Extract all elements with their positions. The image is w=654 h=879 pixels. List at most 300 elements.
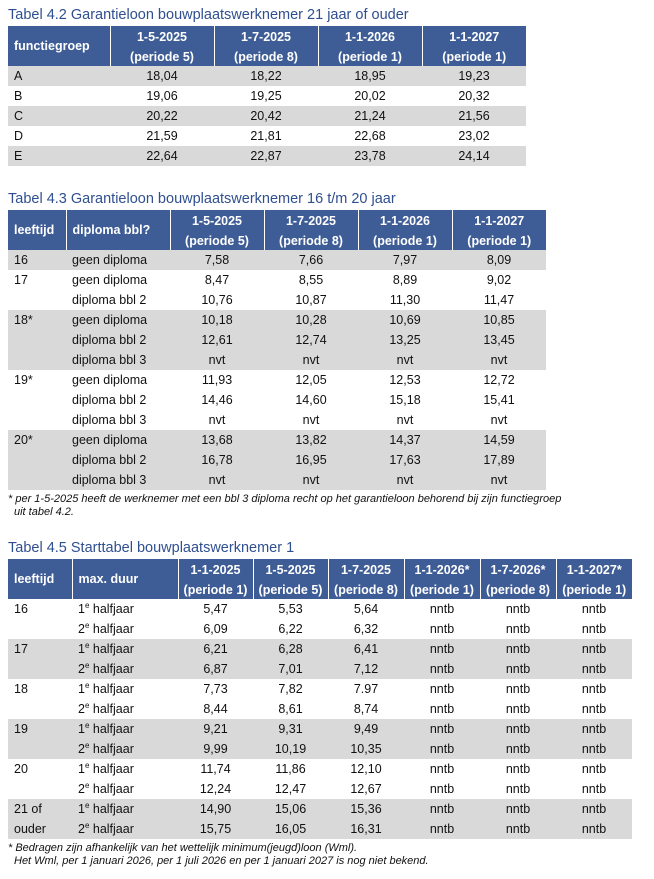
- col-header-max-duur: max. duur: [72, 559, 178, 599]
- wage-cell: 14,59: [452, 430, 546, 450]
- wage-cell: 20,32: [458, 89, 490, 103]
- table-4-5: [8, 559, 632, 839]
- group-cell: D: [14, 129, 24, 143]
- col-header-date: 1-1-2025: [178, 559, 253, 581]
- wage-cell: 10,19: [253, 739, 328, 759]
- wage-cell: 7,73: [203, 682, 228, 696]
- wage-cell: nntb: [556, 719, 632, 739]
- wage-cell: 18,04: [110, 66, 214, 86]
- wage-cell: nvt: [358, 470, 452, 490]
- col-header-date: 1-5-2025: [110, 26, 214, 48]
- wage-cell: nntb: [505, 602, 531, 616]
- diploma-cell: diploma bbl 2: [72, 393, 147, 407]
- wage-cell: nntb: [404, 739, 480, 759]
- col-header-functiegroep: functiegroep: [8, 26, 110, 66]
- wage-cell: 10,69: [358, 310, 452, 330]
- wage-cell: 9,99: [178, 739, 253, 759]
- table-row: [8, 659, 632, 679]
- duration-number: 2: [78, 662, 85, 676]
- duration-ordinal-suffix: e: [84, 620, 90, 630]
- duration-number: 1: [78, 642, 85, 656]
- group-cell: E: [8, 146, 110, 166]
- wage-cell: 7,58: [170, 250, 264, 270]
- diploma-cell: diploma bbl 3: [66, 350, 170, 370]
- col-header-period: (periode 1): [178, 581, 253, 599]
- duration-cell: [72, 739, 178, 759]
- wage-cell: 7,01: [253, 659, 328, 679]
- wage-cell: 12,67: [350, 782, 382, 796]
- table-4-5-caption: Tabel 4.5 Starttabel bouwplaatswerknemer 1: [8, 540, 295, 556]
- wage-cell: 10,28: [264, 310, 358, 330]
- duration-cell: [72, 699, 178, 719]
- wage-cell: 18,95: [318, 66, 422, 86]
- diploma-cell: diploma bbl 2: [72, 293, 147, 307]
- wage-cell: nvt: [452, 350, 546, 370]
- wage-cell: 13,25: [358, 330, 452, 350]
- wage-cell: nntb: [556, 819, 632, 839]
- wage-cell: 20,42: [214, 106, 318, 126]
- col-header-date: 1-5-2025: [170, 210, 264, 232]
- diploma-cell: geen diploma: [72, 273, 148, 287]
- table-4-2-caption: Tabel 4.2 Garantieloon bouwplaatswerknemer 21 jaar of ouder: [8, 7, 409, 23]
- duration-ordinal-suffix: e: [84, 680, 90, 690]
- table-row: [8, 410, 546, 430]
- diploma-cell: diploma bbl 3: [66, 470, 170, 490]
- duration-cell: [72, 599, 178, 619]
- age-cell: [8, 619, 72, 639]
- wage-cell: nntb: [581, 762, 607, 776]
- wage-cell: 15,18: [389, 393, 421, 407]
- table-row: [8, 679, 632, 699]
- wage-cell: nntb: [556, 739, 632, 759]
- table-row: [8, 699, 632, 719]
- wage-cell: 6,87: [178, 659, 253, 679]
- wage-cell: 8,74: [353, 702, 379, 716]
- age-cell: [8, 739, 72, 759]
- duration-number: 1: [78, 602, 85, 616]
- duration-number: 2: [78, 622, 85, 636]
- wage-cell: nvt: [264, 350, 358, 370]
- wage-cell: nvt: [170, 350, 264, 370]
- age-cell: 19*: [14, 373, 33, 387]
- group-cell: A: [8, 66, 110, 86]
- wage-cell: nntb: [429, 602, 455, 616]
- duration-number: 2: [78, 702, 85, 716]
- wage-cell: 23,02: [458, 129, 490, 143]
- age-cell: [8, 450, 66, 470]
- col-header-date: 1-7-2025: [328, 559, 404, 581]
- wage-cell: nntb: [505, 702, 531, 716]
- wage-cell: 19,06: [146, 89, 178, 103]
- wage-cell: 11,47: [483, 293, 515, 307]
- table-4-3: [8, 210, 546, 490]
- table-row: [8, 370, 546, 390]
- wage-cell: 10,85: [452, 310, 546, 330]
- wage-cell: 12,24: [199, 782, 232, 796]
- wage-cell: 12,74: [264, 330, 358, 350]
- duration-text: halfjaar: [89, 802, 134, 816]
- col-header-period: (periode 1): [318, 48, 422, 66]
- wage-cell: 17,63: [358, 450, 452, 470]
- duration-text: halfjaar: [89, 702, 134, 716]
- duration-cell: [72, 639, 178, 659]
- diploma-cell: geen diploma: [66, 430, 170, 450]
- wage-cell: 16,05: [253, 819, 328, 839]
- wage-cell: 14,37: [358, 430, 452, 450]
- table-row: [8, 639, 632, 659]
- age-cell: 16: [14, 602, 28, 616]
- age-cell: [8, 779, 72, 799]
- wage-cell: 17,89: [452, 450, 546, 470]
- col-header-leeftijd: leeftijd: [8, 210, 66, 250]
- duration-text: halfjaar: [89, 822, 134, 836]
- wage-cell: nntb: [505, 782, 531, 796]
- table-row: [8, 719, 632, 739]
- wage-cell: 21,59: [146, 129, 178, 143]
- wage-cell: 22,64: [110, 146, 214, 166]
- col-header-period: (periode 5): [253, 581, 328, 599]
- wage-cell: 15,75: [178, 819, 253, 839]
- col-header-leeftijd: leeftijd: [8, 559, 72, 599]
- duration-cell: [72, 819, 178, 839]
- wage-cell: nntb: [505, 762, 531, 776]
- duration-number: 2: [78, 822, 85, 836]
- age-cell: [8, 470, 66, 490]
- wage-cell: 6,28: [253, 639, 328, 659]
- table-4-3-caption: Tabel 4.3 Garantieloon bouwplaatswerknemer 16 t/m 20 jaar: [8, 191, 396, 207]
- duration-text: halfjaar: [89, 642, 134, 656]
- wage-cell: nntb: [480, 659, 556, 679]
- wage-cell: 7,97: [358, 250, 452, 270]
- table-row: [8, 759, 632, 779]
- wage-cell: 15,41: [483, 393, 515, 407]
- table-4-5-note-2: Het Wml, per 1 januari 2026, per 1 juli 2026 en per 1 januari 2027 is nog niet bekend.: [14, 855, 429, 867]
- col-header-period: (periode 1): [452, 232, 546, 250]
- table-row: [8, 470, 546, 490]
- age-cell: 21 of: [8, 799, 72, 819]
- table-4-3-section: [8, 192, 561, 519]
- table-row: [8, 450, 546, 470]
- diploma-cell: geen diploma: [72, 373, 148, 387]
- wage-cell: 6,21: [178, 639, 253, 659]
- wage-cell: 7,66: [264, 250, 358, 270]
- table-4-3-note-2: uit tabel 4.2.: [14, 506, 74, 518]
- wage-cell: 21,81: [250, 129, 282, 143]
- table-row: [8, 126, 526, 146]
- duration-text: halfjaar: [89, 782, 134, 796]
- age-cell: [8, 350, 66, 370]
- table-row: [8, 799, 632, 819]
- wage-cell: nntb: [429, 702, 455, 716]
- wage-cell: nntb: [556, 799, 632, 819]
- wage-cell: 15,06: [253, 799, 328, 819]
- duration-text: halfjaar: [89, 622, 134, 636]
- wage-cell: 10,76: [201, 293, 233, 307]
- col-header-period: (periode 8): [214, 48, 318, 66]
- wage-cell: nvt: [490, 413, 508, 427]
- age-cell: 19: [8, 719, 72, 739]
- duration-ordinal-suffix: e: [84, 740, 90, 750]
- wage-cell: 7,82: [278, 682, 303, 696]
- duration-cell: [72, 779, 178, 799]
- wage-cell: nntb: [581, 602, 607, 616]
- col-header-date: 1-7-2025: [214, 26, 318, 48]
- wage-cell: nntb: [480, 639, 556, 659]
- wage-cell: 14,46: [201, 393, 233, 407]
- col-header-period: (periode 8): [264, 232, 358, 250]
- wage-cell: 5,47: [203, 602, 228, 616]
- duration-cell: [72, 679, 178, 699]
- col-header-date: 1-1-2026: [358, 210, 452, 232]
- wage-cell: 20,22: [110, 106, 214, 126]
- age-cell: [8, 330, 66, 350]
- group-cell: C: [8, 106, 110, 126]
- diploma-cell: geen diploma: [66, 250, 170, 270]
- wage-cell: nntb: [505, 682, 531, 696]
- table-4-5-section: [8, 541, 632, 868]
- table-4-2: [8, 26, 526, 166]
- wage-cell: 22,68: [354, 129, 386, 143]
- wage-cell: nntb: [581, 702, 607, 716]
- table-4-3-body: [8, 250, 546, 490]
- duration-ordinal-suffix: e: [84, 760, 90, 770]
- table-row: [8, 146, 526, 166]
- table-row: [8, 819, 632, 839]
- table-4-3-note-1: * per 1-5-2025 heeft de werknemer met een bbl 3 diploma recht op het garantieloon behorend bij zijn functiegroep: [8, 493, 562, 505]
- diploma-cell: geen diploma: [66, 310, 170, 330]
- wage-cell: 11,93: [201, 373, 233, 387]
- wage-cell: 8,09: [452, 250, 546, 270]
- duration-number: 1: [78, 802, 85, 816]
- wage-cell: nntb: [505, 622, 531, 636]
- wage-cell: 9,49: [328, 719, 404, 739]
- col-header-period: (periode 8): [328, 581, 404, 599]
- duration-cell: [72, 759, 178, 779]
- duration-cell: [72, 799, 178, 819]
- wage-cell: 12,10: [350, 762, 382, 776]
- table-row: [8, 270, 546, 290]
- wage-cell: nvt: [358, 350, 452, 370]
- table-row: [8, 619, 632, 639]
- wage-cell: 15,36: [328, 799, 404, 819]
- wage-cell: 9,02: [486, 273, 512, 287]
- duration-text: halfjaar: [89, 762, 134, 776]
- duration-ordinal-suffix: e: [84, 780, 90, 790]
- table-4-5-body: [8, 599, 632, 839]
- duration-cell: [72, 659, 178, 679]
- table-row: [8, 310, 546, 330]
- wage-cell: 6,32: [353, 622, 379, 636]
- wage-cell: 10,18: [170, 310, 264, 330]
- age-cell: ouder: [8, 819, 72, 839]
- wage-cell: nntb: [581, 682, 607, 696]
- wage-cell: nvt: [452, 470, 546, 490]
- wage-cell: 10,35: [328, 739, 404, 759]
- age-cell: [8, 290, 66, 310]
- wage-cell: nntb: [581, 622, 607, 636]
- wage-cell: 6,41: [328, 639, 404, 659]
- age-cell: 16: [8, 250, 66, 270]
- duration-number: 1: [78, 682, 85, 696]
- wage-cell: nntb: [556, 639, 632, 659]
- wage-cell: 14,60: [295, 393, 327, 407]
- wage-cell: nntb: [429, 682, 455, 696]
- age-cell: [8, 390, 66, 410]
- wage-cell: 18,22: [214, 66, 318, 86]
- table-row: [8, 106, 526, 126]
- col-header-period: (periode 8): [480, 581, 556, 599]
- age-cell: 20: [14, 762, 28, 776]
- diploma-cell: diploma bbl 3: [72, 413, 147, 427]
- wage-cell: 12,72: [483, 373, 515, 387]
- wage-cell: nntb: [581, 782, 607, 796]
- wage-cell: 21,24: [318, 106, 422, 126]
- col-header-date: 1-7-2026*: [480, 559, 556, 581]
- table-row: [8, 290, 546, 310]
- age-cell: [8, 659, 72, 679]
- wage-cell: nntb: [404, 819, 480, 839]
- col-header-date: 1-7-2025: [264, 210, 358, 232]
- wage-cell: 9,21: [178, 719, 253, 739]
- wage-cell: nntb: [429, 782, 455, 796]
- col-header-date: 1-1-2026: [318, 26, 422, 48]
- wage-cell: nntb: [480, 719, 556, 739]
- age-cell: [8, 410, 66, 430]
- wage-cell: 12,53: [389, 373, 421, 387]
- wage-cell: 11,86: [275, 762, 306, 776]
- age-cell: 20*: [8, 430, 66, 450]
- table-row: [8, 350, 546, 370]
- wage-cell: 7.97: [353, 682, 379, 696]
- wage-cell: 9,31: [253, 719, 328, 739]
- wage-cell: 5,64: [353, 602, 379, 616]
- wage-cell: 14,90: [178, 799, 253, 819]
- wage-cell: 13,68: [170, 430, 264, 450]
- col-header-period: (periode 1): [556, 581, 632, 599]
- wage-cell: nntb: [404, 719, 480, 739]
- wage-cell: nntb: [429, 762, 455, 776]
- wage-cell: 23,78: [318, 146, 422, 166]
- wage-cell: nvt: [302, 413, 320, 427]
- wage-cell: nvt: [396, 413, 414, 427]
- wage-cell: 8,55: [298, 273, 324, 287]
- wage-cell: 16,95: [264, 450, 358, 470]
- diploma-cell: diploma bbl 2: [66, 450, 170, 470]
- duration-cell: [72, 619, 178, 639]
- wage-cell: nvt: [208, 413, 226, 427]
- duration-ordinal-suffix: e: [84, 820, 90, 830]
- duration-ordinal-suffix: e: [84, 700, 90, 710]
- wage-cell: 8,61: [278, 702, 303, 716]
- wage-cell: 19,23: [422, 66, 526, 86]
- wage-cell: nntb: [404, 799, 480, 819]
- table-row: [8, 330, 546, 350]
- wage-cell: 11,74: [200, 762, 231, 776]
- wage-cell: 12,05: [295, 373, 327, 387]
- table-row: [8, 599, 632, 619]
- duration-text: halfjaar: [89, 662, 134, 676]
- table-4-2-section: [8, 8, 526, 166]
- wage-cell: 6,09: [203, 622, 228, 636]
- duration-ordinal-suffix: e: [84, 660, 90, 670]
- duration-text: halfjaar: [89, 682, 134, 696]
- col-header-period: (periode 1): [422, 48, 526, 66]
- age-cell: 18*: [8, 310, 66, 330]
- table-row: [8, 430, 546, 450]
- col-header-period: (periode 5): [110, 48, 214, 66]
- table-row: [8, 66, 526, 86]
- wage-cell: 19,25: [250, 89, 282, 103]
- wage-cell: nvt: [170, 470, 264, 490]
- table-row: [8, 739, 632, 759]
- col-header-date: 1-1-2027*: [556, 559, 632, 581]
- table-row: [8, 779, 632, 799]
- col-header-date: 1-5-2025: [253, 559, 328, 581]
- wage-cell: 13,45: [452, 330, 546, 350]
- wage-cell: nntb: [480, 799, 556, 819]
- table-row: [8, 390, 546, 410]
- duration-number: 1: [78, 762, 85, 776]
- age-cell: 17: [8, 639, 72, 659]
- duration-number: 2: [78, 742, 85, 756]
- wage-cell: 21,56: [422, 106, 526, 126]
- age-cell: 18: [14, 682, 28, 696]
- col-header-period: (periode 1): [404, 581, 480, 599]
- group-cell: B: [14, 89, 23, 103]
- wage-cell: nntb: [480, 819, 556, 839]
- duration-ordinal-suffix: e: [84, 640, 90, 650]
- col-header-period: (periode 5): [170, 232, 264, 250]
- duration-ordinal-suffix: e: [84, 720, 90, 730]
- duration-ordinal-suffix: e: [84, 600, 90, 610]
- col-header-date: 1-1-2027: [422, 26, 526, 48]
- wage-cell: 16,31: [328, 819, 404, 839]
- duration-text: halfjaar: [89, 722, 134, 736]
- duration-text: halfjaar: [89, 742, 134, 756]
- wage-cell: nvt: [264, 470, 358, 490]
- wage-cell: 8,89: [392, 273, 418, 287]
- wage-cell: 11,30: [389, 293, 421, 307]
- table-row: [8, 86, 526, 106]
- wage-cell: nntb: [404, 659, 480, 679]
- wage-cell: 12,47: [274, 782, 307, 796]
- diploma-cell: diploma bbl 2: [66, 330, 170, 350]
- wage-cell: 6,22: [278, 622, 303, 636]
- duration-ordinal-suffix: e: [84, 800, 90, 810]
- col-header-date: 1-1-2027: [452, 210, 546, 232]
- wage-cell: 5,53: [278, 602, 303, 616]
- table-4-5-note-1: * Bedragen zijn afhankelijk van het wettelijk minimum(jeugd)loon (Wml).: [8, 842, 358, 854]
- age-cell: 17: [14, 273, 28, 287]
- wage-cell: 24,14: [422, 146, 526, 166]
- duration-cell: [72, 719, 178, 739]
- wage-cell: nntb: [429, 622, 455, 636]
- wage-cell: 7,12: [328, 659, 404, 679]
- table-row: [8, 250, 546, 270]
- wage-cell: 16,78: [170, 450, 264, 470]
- col-header-diploma: diploma bbl?: [66, 210, 170, 250]
- wage-cell: 8,47: [204, 273, 230, 287]
- wage-cell: nntb: [556, 659, 632, 679]
- wage-cell: 22,87: [214, 146, 318, 166]
- wage-cell: 13,82: [264, 430, 358, 450]
- duration-number: 2: [78, 782, 85, 796]
- wage-cell: 10,87: [295, 293, 327, 307]
- col-header-period: (periode 1): [358, 232, 452, 250]
- wage-cell: 12,61: [170, 330, 264, 350]
- wage-cell: nntb: [404, 639, 480, 659]
- duration-text: halfjaar: [89, 602, 134, 616]
